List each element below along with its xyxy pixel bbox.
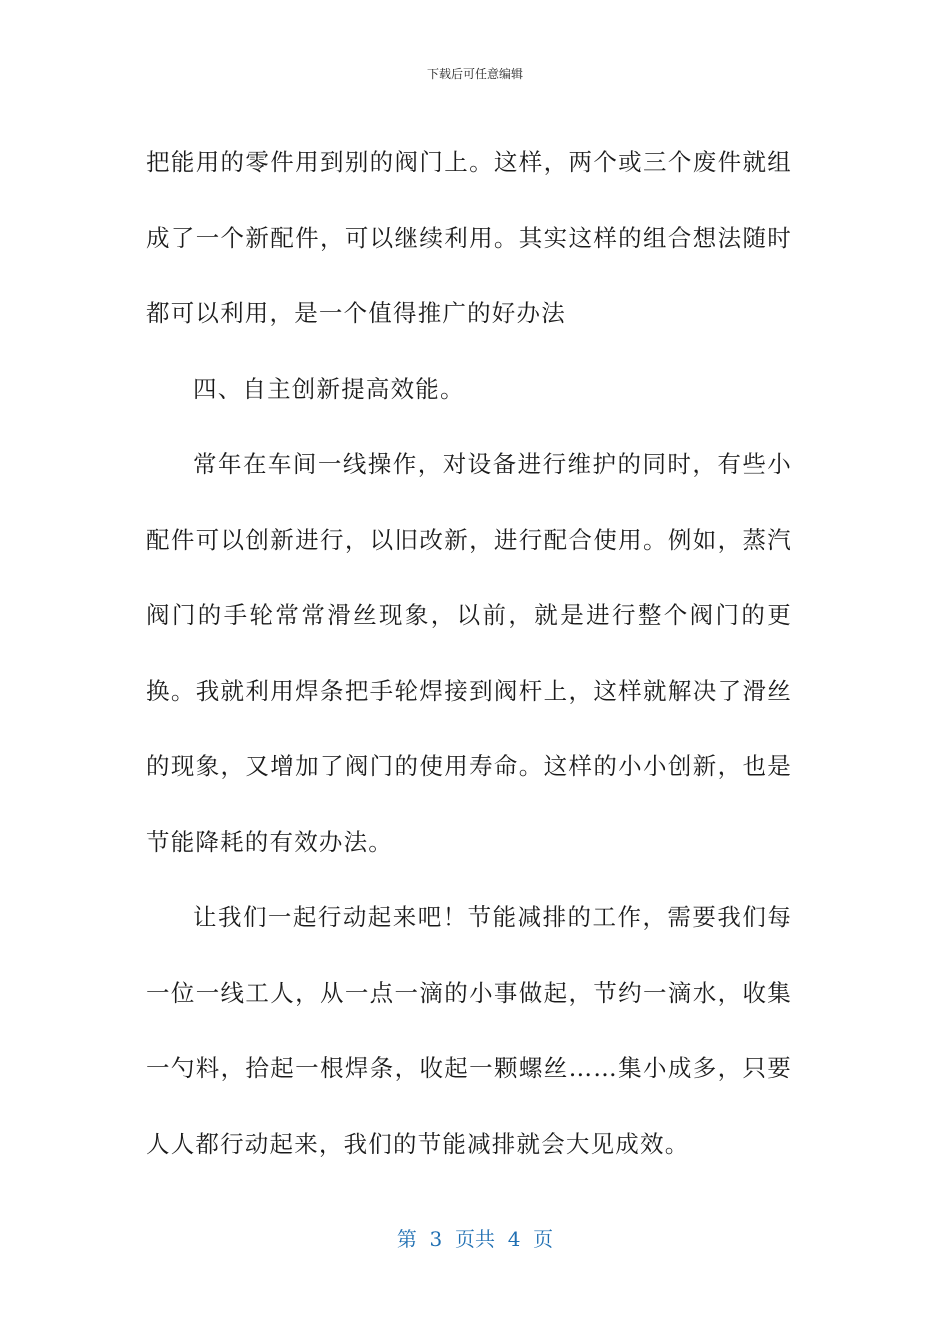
paragraph-innovation: 常年在车间一线操作，对设备进行维护的同时，有些小配件可以创新进行，以旧改新，进行配合使用。例如，蒸汽阀门的手轮常常滑丝现象，以前，就是进行整个阀门的更换。我就利用焊条把手轮焊接到阀杆上，这样就解决了滑丝的现象，又增加了阀门的使用寿命。这样的小小创新，也是节能降耗的有效办法。	[146, 450, 792, 856]
paragraph-continuation: 把能用的零件用到别的阀门上。这样，两个或三个废件就组成了一个新配件，可以继续利用。其实这样的组合想法随时都可以利用，是一个值得推广的好办法	[146, 148, 792, 327]
page-header: 下载后可任意编辑	[426, 67, 523, 81]
section-heading: 四、自主创新提高效能。	[193, 374, 465, 403]
page-number-footer: 第 3 页共 4 页	[396, 1227, 554, 1251]
paragraph-call-to-action: 让我们一起行动起来吧！节能减排的工作，需要我们每一位一线工人，从一点一滴的小事做起，节约一滴水，收集一勺料，拾起一根焊条，收起一颗螺丝……集小成多，只要人人都行动起来，我们的节能减排就会大见成效。	[146, 903, 792, 1158]
document-body	[146, 125, 792, 1182]
